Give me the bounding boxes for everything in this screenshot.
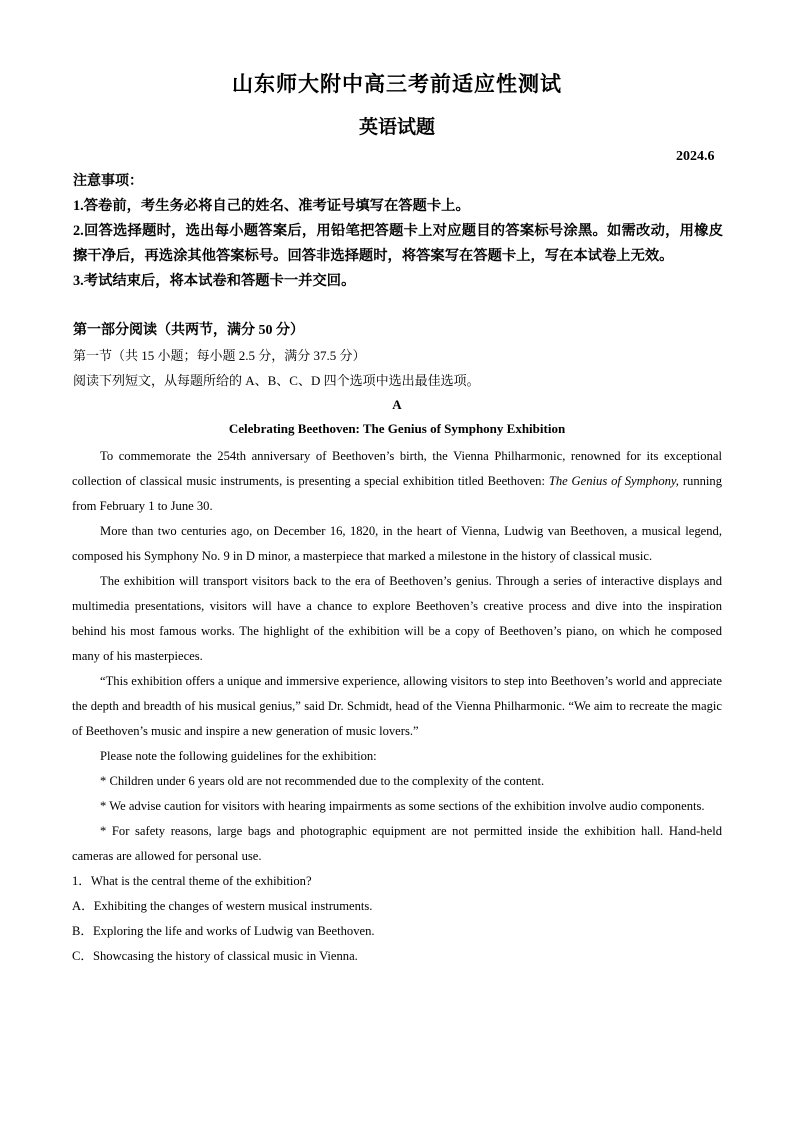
- guidelines-intro: Please note the following guidelines for the exhibition:: [100, 749, 377, 763]
- part1-heading: 第一部分阅读（共两节，满分 50 分）: [73, 323, 304, 338]
- passage-title: Celebrating Beethoven: The Genius of Symphony Exhibition: [228, 421, 566, 436]
- exam-date: 2024.6: [676, 149, 715, 164]
- section1-heading: 第一节（共 15 小题；每小题 2.5 分，满分 37.5 分）: [73, 348, 366, 363]
- guideline-item: * Children under 6 years old are not recommended due to the complexity of the content.: [100, 774, 545, 788]
- notes-section: [73, 170, 723, 294]
- subject-title: 英语试题: [358, 117, 435, 138]
- question-1-option: C．Showcasing the history of classical music in Vienna.: [72, 949, 358, 963]
- paragraph-1-tail: running from February 1 to June 30.: [72, 474, 723, 513]
- notes-heading: 注意事项：: [73, 174, 143, 189]
- paragraph-2: More than two centuries ago, on December 16, 1820, in the heart of Vienna, Ludwig van Beethoven, a musical legend, composed his Symphony No. 9 in D minor, a masterpiece that marked a milestone in the history of classical music.: [72, 524, 722, 563]
- question-1-option: A．Exhibiting the changes of western musical instruments.: [72, 899, 373, 913]
- paragraph-1-text: To commemorate the 254th anniversary of Beethoven’s birth, the Vienna Philharmonic, renowned for its exceptional collection of classical music instruments, is presenting a special exhibition titled Beethoven:: [72, 449, 722, 488]
- note-item: 1.答卷前，考生务必将自己的姓名、准考证号填写在答题卡上。: [73, 198, 470, 214]
- note-item: 3.考试结束后，将本试卷和答题卡一并交回。: [73, 273, 356, 289]
- passage-letter: A: [392, 397, 402, 412]
- section1-instruction: 阅读下列短文，从每题所给的 A、B、C、D 四个选项中选出最佳选项。: [73, 373, 480, 388]
- passage-body: [72, 444, 722, 969]
- guideline-item: * For safety reasons, large bags and photographic equipment are not permitted inside the exhibition hall. Hand-held cameras are allowed for personal use.: [72, 824, 722, 863]
- question-1-option: B．Exploring the life and works of Ludwig van Beethoven.: [72, 924, 375, 938]
- note-item: 2.回答选择题时，选出每小题答案后，用铅笔把答题卡上对应题目的答案标号涂黑。如需改动，用橡皮擦干净后，再选涂其他答案标号。回答非选择题时，将答案写在答题卡上，写在本试卷上无效。: [73, 223, 723, 264]
- exhibition-subtitle: The Genius of Symphony,: [548, 474, 679, 488]
- paragraph-4: “This exhibition offers a unique and immersive experience, allowing visitors to step into Beethoven’s world and appreciate the depth and breadth of his musical genius,” said Dr. Schmidt, head of the Vienna Philharmonic. “We aim to recreate the magic of Beethoven’s music and inspire a new generation of music lovers.”: [72, 674, 722, 738]
- part1-header: [73, 318, 723, 393]
- guideline-item: * We advise caution for visitors with hearing impairments as some sections of the exhibition involve audio components.: [100, 799, 705, 813]
- paragraph-1: [72, 444, 722, 519]
- school-title: 山东师大附中高三考前适应性测试: [232, 72, 562, 96]
- question-1-stem: 1．What is the central theme of the exhibition?: [72, 874, 312, 888]
- paragraph-3: The exhibition will transport visitors back to the era of Beethoven’s genius. Through a series of interactive displays and multimedia presentations, visitors will have a chance to explore Beethoven’s creative process and dive into the inspiration behind his most famous works. The highlight of the exhibition will be a copy of Beethoven’s piano, on which he composed many of his masterpieces.: [72, 574, 722, 663]
